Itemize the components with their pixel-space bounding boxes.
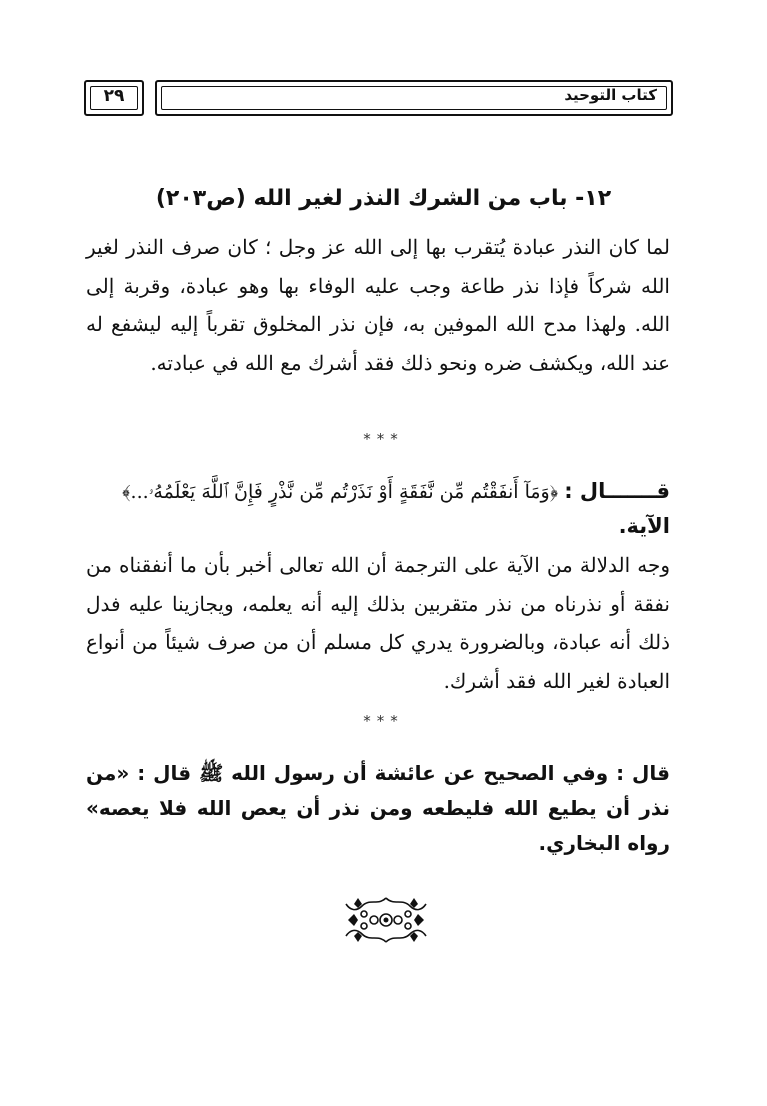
page-number-box xyxy=(84,80,144,116)
running-header xyxy=(155,80,673,116)
floral-ornament-icon xyxy=(340,892,432,948)
separator-stars: *** xyxy=(363,430,404,448)
hadith-paragraph: قال : وفي الصحيح عن عائشة أن رسول الله ﷺ قال : «من نذر أن يطيع الله فليطعه ومن نذر أن يعص الله فلا يعصه» رواه البخاري. xyxy=(86,761,670,855)
quran-quote xyxy=(86,474,670,544)
page-number: ٢٩ xyxy=(103,86,125,106)
explanation-paragraph: وجه الدلالة من الآية على الترجمة أن الله تعالى أخبر بأن ما أنفقناه من نفقة أو نذرناه من نذر متقربين بذلك إليه أنه يعلمه، ويجازينا عليه فدل ذلك أنه عبادة، وبالضرورة يدري كل مسلم أن من صرف شيئاً من أنواع العبادة لغير الله فقد أشرك. xyxy=(86,553,670,693)
qal-label: قـــــــال : xyxy=(564,479,670,503)
verse-suffix: الآية. xyxy=(618,514,670,538)
quran-verse: ﴿وَمَآ أَنفَقْتُم مِّن نَّفَقَةٍ أَوْ نَذَرْتُم مِّن نَّذْرٍ فَإِنَّ ٱللَّهَ يَعْلَمُهُۥ...﴾ xyxy=(122,481,559,503)
book-title: كتاب التوحيد xyxy=(564,86,657,104)
intro-paragraph: لما كان النذر عبادة يُتقرب بها إلى الله عز وجل ؛ كان صرف النذر لغير الله شركاً فإذا نذر طاعة وجب عليه الوفاء بها وهو عبادة، وقربة إلى الله. ولهذا مدح الله الموفين به، فإن نذر المخلوق تقرباً إليه ليشفع له عند الله، ويكشف ضره ونحو ذلك فقد أشرك مع الله في عبادته. xyxy=(86,235,670,375)
chapter-title: ١٢- باب من الشرك النذر لغير الله (ص٢٠٣) xyxy=(155,186,612,211)
separator-stars-2: *** xyxy=(363,712,404,730)
